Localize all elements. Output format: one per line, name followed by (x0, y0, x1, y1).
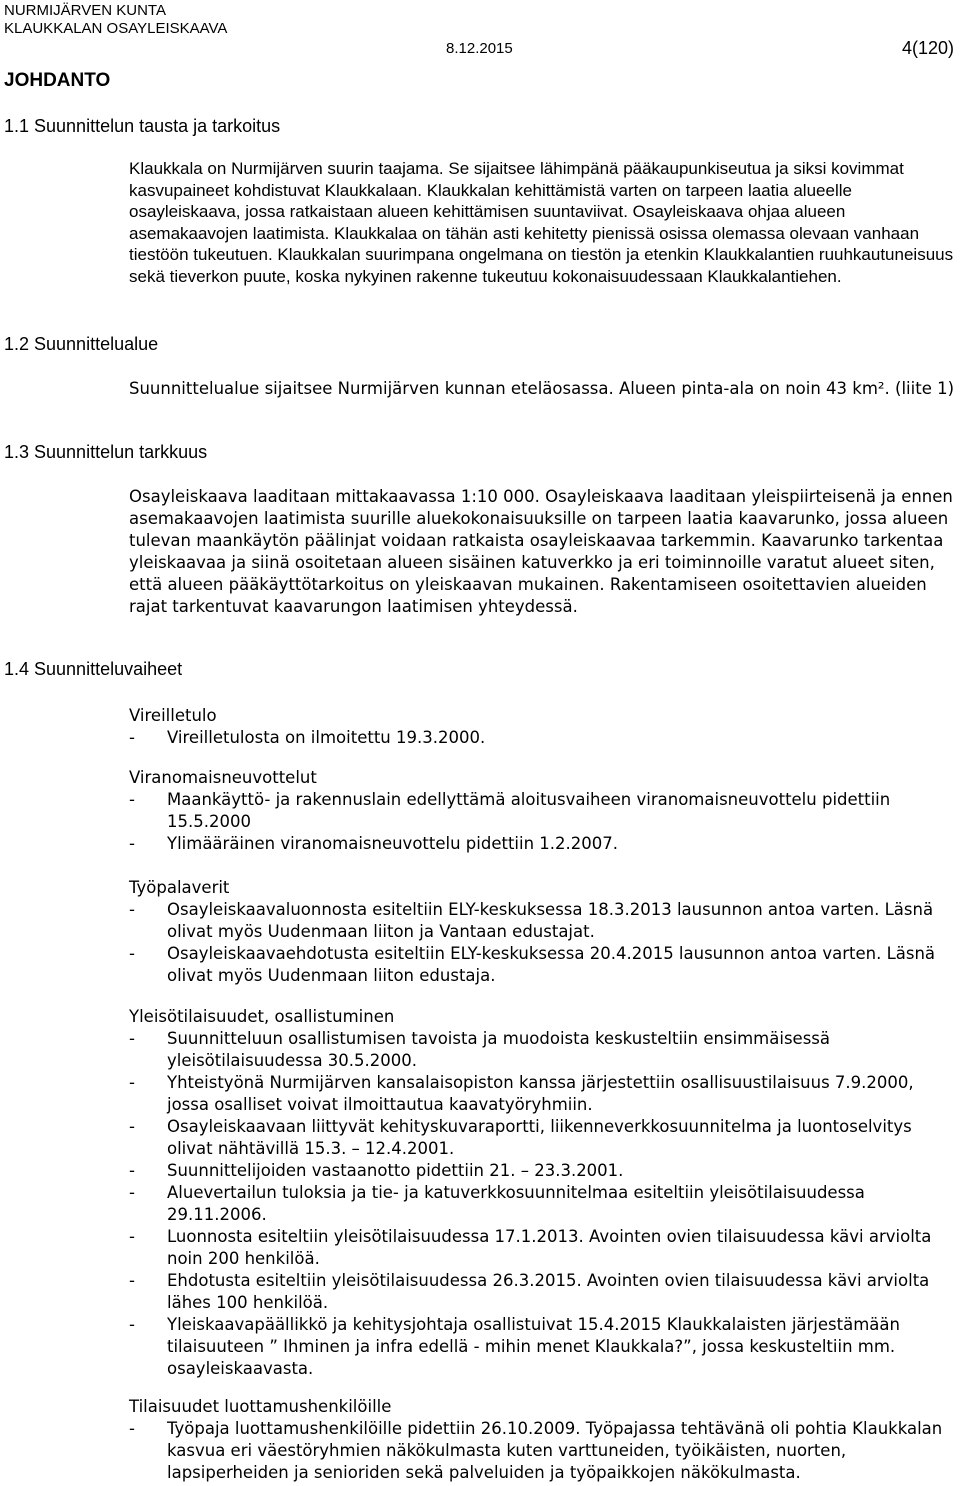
document-date: 8.12.2015 (446, 40, 513, 57)
list-item: - Aluevertailun tuloksia ja tie- ja katuverkkosuunnitelmaa esiteltiin yleisötilaisuudessa 29.11.2006. (129, 1183, 865, 1224)
heading-background: 1.1 Suunnittelun tausta ja tarkoitus (4, 116, 281, 136)
section-title: Viranomaisneuvottelut (129, 768, 317, 787)
bullet-list (129, 789, 959, 855)
section-yleisotilaisuudet (129, 1006, 959, 1380)
bullet-list (129, 1418, 959, 1484)
list-item: - Ylimääräinen viranomaisneuvottelu pidettiin 1.2.2007. (129, 834, 619, 853)
plan-name: KLAUKKALAN OSAYLEISKAAVA (4, 20, 228, 37)
list-item: - Maankäyttö- ja rakennuslain edellyttämä aloitusvaiheen viranomaisneuvottelu pidettiin 15.5.2000 (129, 790, 891, 831)
heading-phases: 1.4 Suunnitteluvaiheet (4, 659, 183, 679)
list-item: - Vireilletulosta on ilmoitettu 19.3.2000. (129, 728, 486, 747)
bullet-list (129, 899, 959, 987)
section-vireilletulo (129, 705, 959, 749)
list-item: - Yleiskaavapäällikkö ja kehitysjohtaja osallistuivat 15.4.2015 Klaukkalaisten järjestämään tilaisuuteen ” Ihminen ja infra edellä - mihin menet Klaukkala?”, jossa keskusteltiin mm. osayleiskaavasta. (129, 1315, 900, 1378)
bullet-list (129, 1028, 959, 1380)
document-section-title: JOHDANTO (4, 70, 111, 91)
list-item: - Suunnittelijoiden vastaanotto pidettiin 21. – 23.3.2001. (129, 1161, 624, 1180)
section-title: Tilaisuudet luottamushenkilöille (129, 1397, 392, 1416)
page-number: 4(120) (901, 38, 954, 58)
background-paragraph: Klaukkala on Nurmijärven suurin taajama. Se sijaitsee lähimpänä pääkaupunkiseutua ja siksi kovimmat kasvupaineet kohdistuvat Klaukkalaan. Klaukkalan kehittämistä varten on tarpeen laatia alueelle osayleiskaava, jossa ratkaistaan alueen kehittämisen suuntaviivat. Osayleiskaava ohjaa alueen asemakaavojen laatimista. Klaukkalaa on tähän asti kehitetty pienissä osissa olemassa olevaan vanhaan tiestöön tukeutuen. Klaukkalan suurimpana ongelmana on tiestön ja etenkin Klaukkalantien ruuhkautuneisuus sekä tieverkon puute, koska nykyinen rakenne tukeutuu kokonaisuudessaan Klaukkalantiehen. (129, 159, 954, 286)
heading-accuracy: 1.3 Suunnittelun tarkkuus (4, 442, 208, 462)
section-viranomaisneuvottelut (129, 767, 959, 855)
section-title: Yleisötilaisuudet, osallistuminen (129, 1007, 395, 1026)
list-item: - Osayleiskaavaan liittyvät kehityskuvaraportti, liikenneverkkosuunnitelma ja luontoselvitys olivat nähtävillä 15.3. – 12.4.2001. (129, 1117, 912, 1158)
accuracy-paragraph: Osayleiskaava laaditaan mittakaavassa 1:10 000. Osayleiskaava laaditaan yleispiirteisenä ja ennen asemakaavojen laatimista suurille aluekokonaisuuksille on tarpeen laatia kaavarunko, jossa alueen tulevan maankäytön päälinjat voidaan ratkaista osayleiskaavaa tarkemmin. Kaavarunko tarkentaa yleiskaavaa ja siinä osoitetaan alueen sisäinen katuverkko ja eri toiminnoille varatut alueet siten, että alueen pääkäyttötarkoitus on yleiskaavan mukainen. Rakentamiseen osoitettavien alueiden rajat tarkentuvat kaavarungon laatimisen yhteydessä. (129, 487, 953, 616)
section-title: Vireilletulo (129, 706, 217, 725)
section-luottamushenkilot (129, 1396, 959, 1484)
bullet-list (129, 727, 959, 749)
list-item: - Suunnitteluun osallistumisen tavoista ja muodoista keskusteltiin ensimmäisessä yleisötilaisuudessa 30.5.2000. (129, 1029, 830, 1070)
page-header-organization (4, 2, 227, 38)
section-title: Työpalaverit (129, 878, 230, 897)
list-item: - Työpaja luottamushenkilöille pidettiin 26.10.2009. Työpajassa tehtävänä oli pohtia Klaukkalan kasvua eri väestöryhmien näkökulmasta kuten varttuneiden, työikäisten, nuorten, lapsiperheiden ja senioriden sekä palveluiden ja työpaikkojen näkökulmasta. (129, 1419, 943, 1482)
list-item: - Luonnosta esiteltiin yleisötilaisuudessa 17.1.2013. Avointen ovien tilaisuudessa kävi arviolta noin 200 henkilöä. (129, 1227, 932, 1268)
area-paragraph: Suunnittelualue sijaitsee Nurmijärven kunnan eteläosassa. Alueen pinta-ala on noin 43 km². (liite 1) (129, 379, 955, 398)
organization-name: NURMIJÄRVEN KUNTA (4, 2, 166, 19)
list-item: - Osayleiskaavaluonnosta esiteltiin ELY-keskuksessa 18.3.2013 lausunnon antoa varten. Läsnä olivat myös Uudenmaan liiton ja Vantaan edustajat. (129, 900, 934, 941)
heading-planning-area: 1.2 Suunnittelualue (4, 334, 159, 354)
section-tyopalaverit (129, 877, 959, 987)
list-item: - Osayleiskaavaehdotusta esiteltiin ELY-keskuksessa 20.4.2015 lausunnon antoa varten. Läsnä olivat myös Uudenmaan liiton edustaja. (129, 944, 936, 985)
list-item: - Yhteistyönä Nurmijärven kansalaisopiston kanssa järjestettiin osallisuustilaisuus 7.9.2000, jossa osalliset voivat ilmoittautua kaavatyöryhmiin. (129, 1073, 914, 1114)
list-item: - Ehdotusta esiteltiin yleisötilaisuudessa 26.3.2015. Avointen ovien tilaisuudessa kävi arviolta lähes 100 henkilöä. (129, 1271, 930, 1312)
